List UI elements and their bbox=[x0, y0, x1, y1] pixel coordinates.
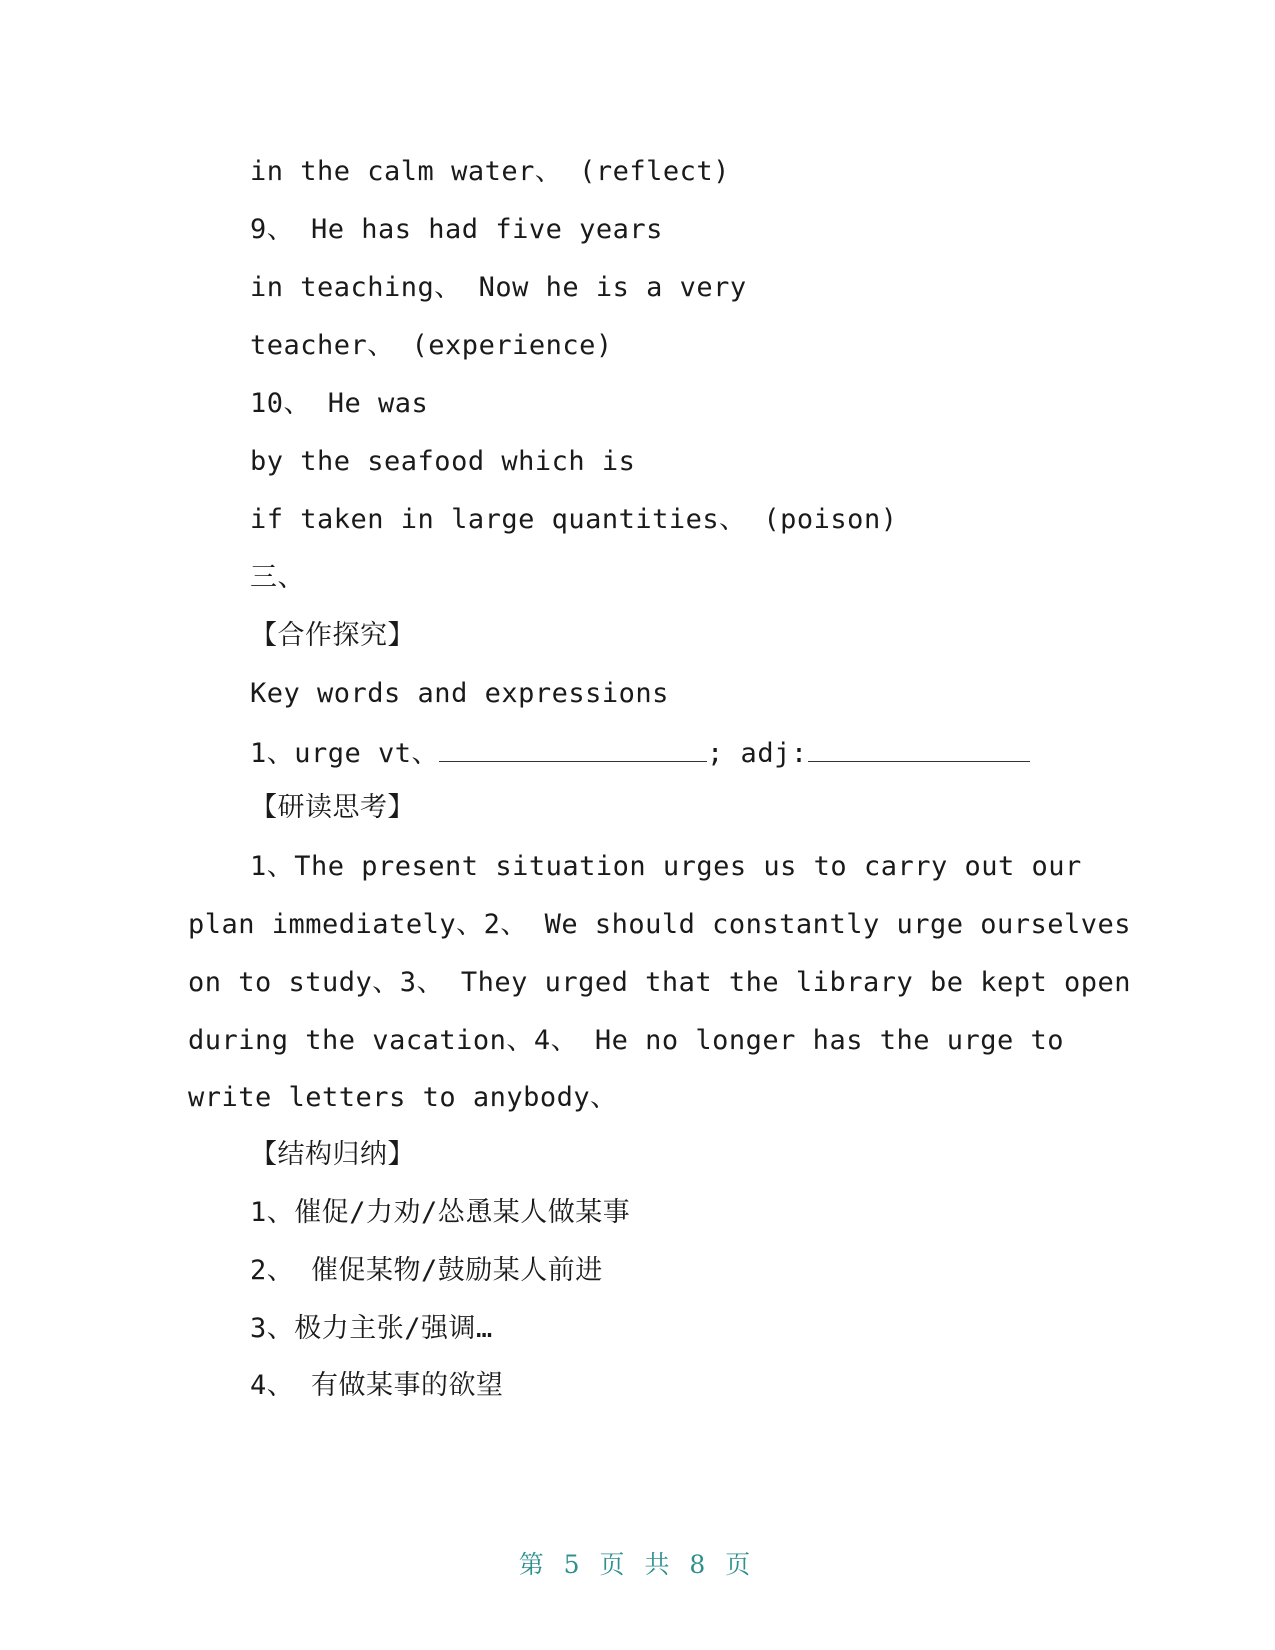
exercise-line: teacher、 (experience) bbox=[250, 330, 613, 361]
exercise-line: 9、 He has had five years bbox=[250, 214, 663, 245]
paragraph-line: on to study、3、 They urged that the library be kept open bbox=[188, 967, 1132, 998]
structure-item: 2、 催促某物/鼓励某人前进 bbox=[250, 1255, 603, 1286]
structure-item: 3、极力主张/强调… bbox=[250, 1313, 493, 1344]
section-heading-study: 【研读思考】 bbox=[250, 792, 415, 823]
urge-definition-line bbox=[250, 735, 1030, 771]
exercise-line: 10、 He was bbox=[250, 388, 429, 419]
exercise-line: if taken in large quantities、 (poison) bbox=[250, 504, 898, 535]
key-words-heading: Key words and expressions bbox=[250, 678, 669, 709]
structure-item: 4、 有做某事的欲望 bbox=[250, 1370, 504, 1401]
page-number-footer: 第 5 页 共 8 页 bbox=[518, 1550, 757, 1579]
paragraph-line: write letters to anybody、 bbox=[188, 1082, 618, 1113]
adj-answer-blank[interactable] bbox=[808, 735, 1030, 762]
paragraph-line: 1、The present situation urges us to carry out our bbox=[250, 851, 1082, 882]
section-heading-cooperation: 【合作探究】 bbox=[250, 620, 415, 651]
exercise-line: by the seafood which is bbox=[250, 446, 636, 477]
paragraph-line: plan immediately、2、 We should constantly urge ourselves bbox=[188, 909, 1132, 940]
section-heading-structure: 【结构归纳】 bbox=[250, 1139, 415, 1170]
exercise-line: in the calm water、 (reflect) bbox=[250, 156, 730, 187]
section-number: 三、 bbox=[250, 562, 305, 593]
vt-answer-blank[interactable] bbox=[439, 735, 707, 762]
urge-vt-label: 1、urge vt、 bbox=[250, 738, 440, 769]
structure-item: 1、催促/力劝/怂恿某人做某事 bbox=[250, 1197, 631, 1228]
paragraph-line: during the vacation、4、 He no longer has the urge to bbox=[188, 1025, 1065, 1056]
urge-adj-label: ; adj: bbox=[707, 738, 808, 769]
exercise-line: in teaching、 Now he is a very bbox=[250, 272, 747, 303]
